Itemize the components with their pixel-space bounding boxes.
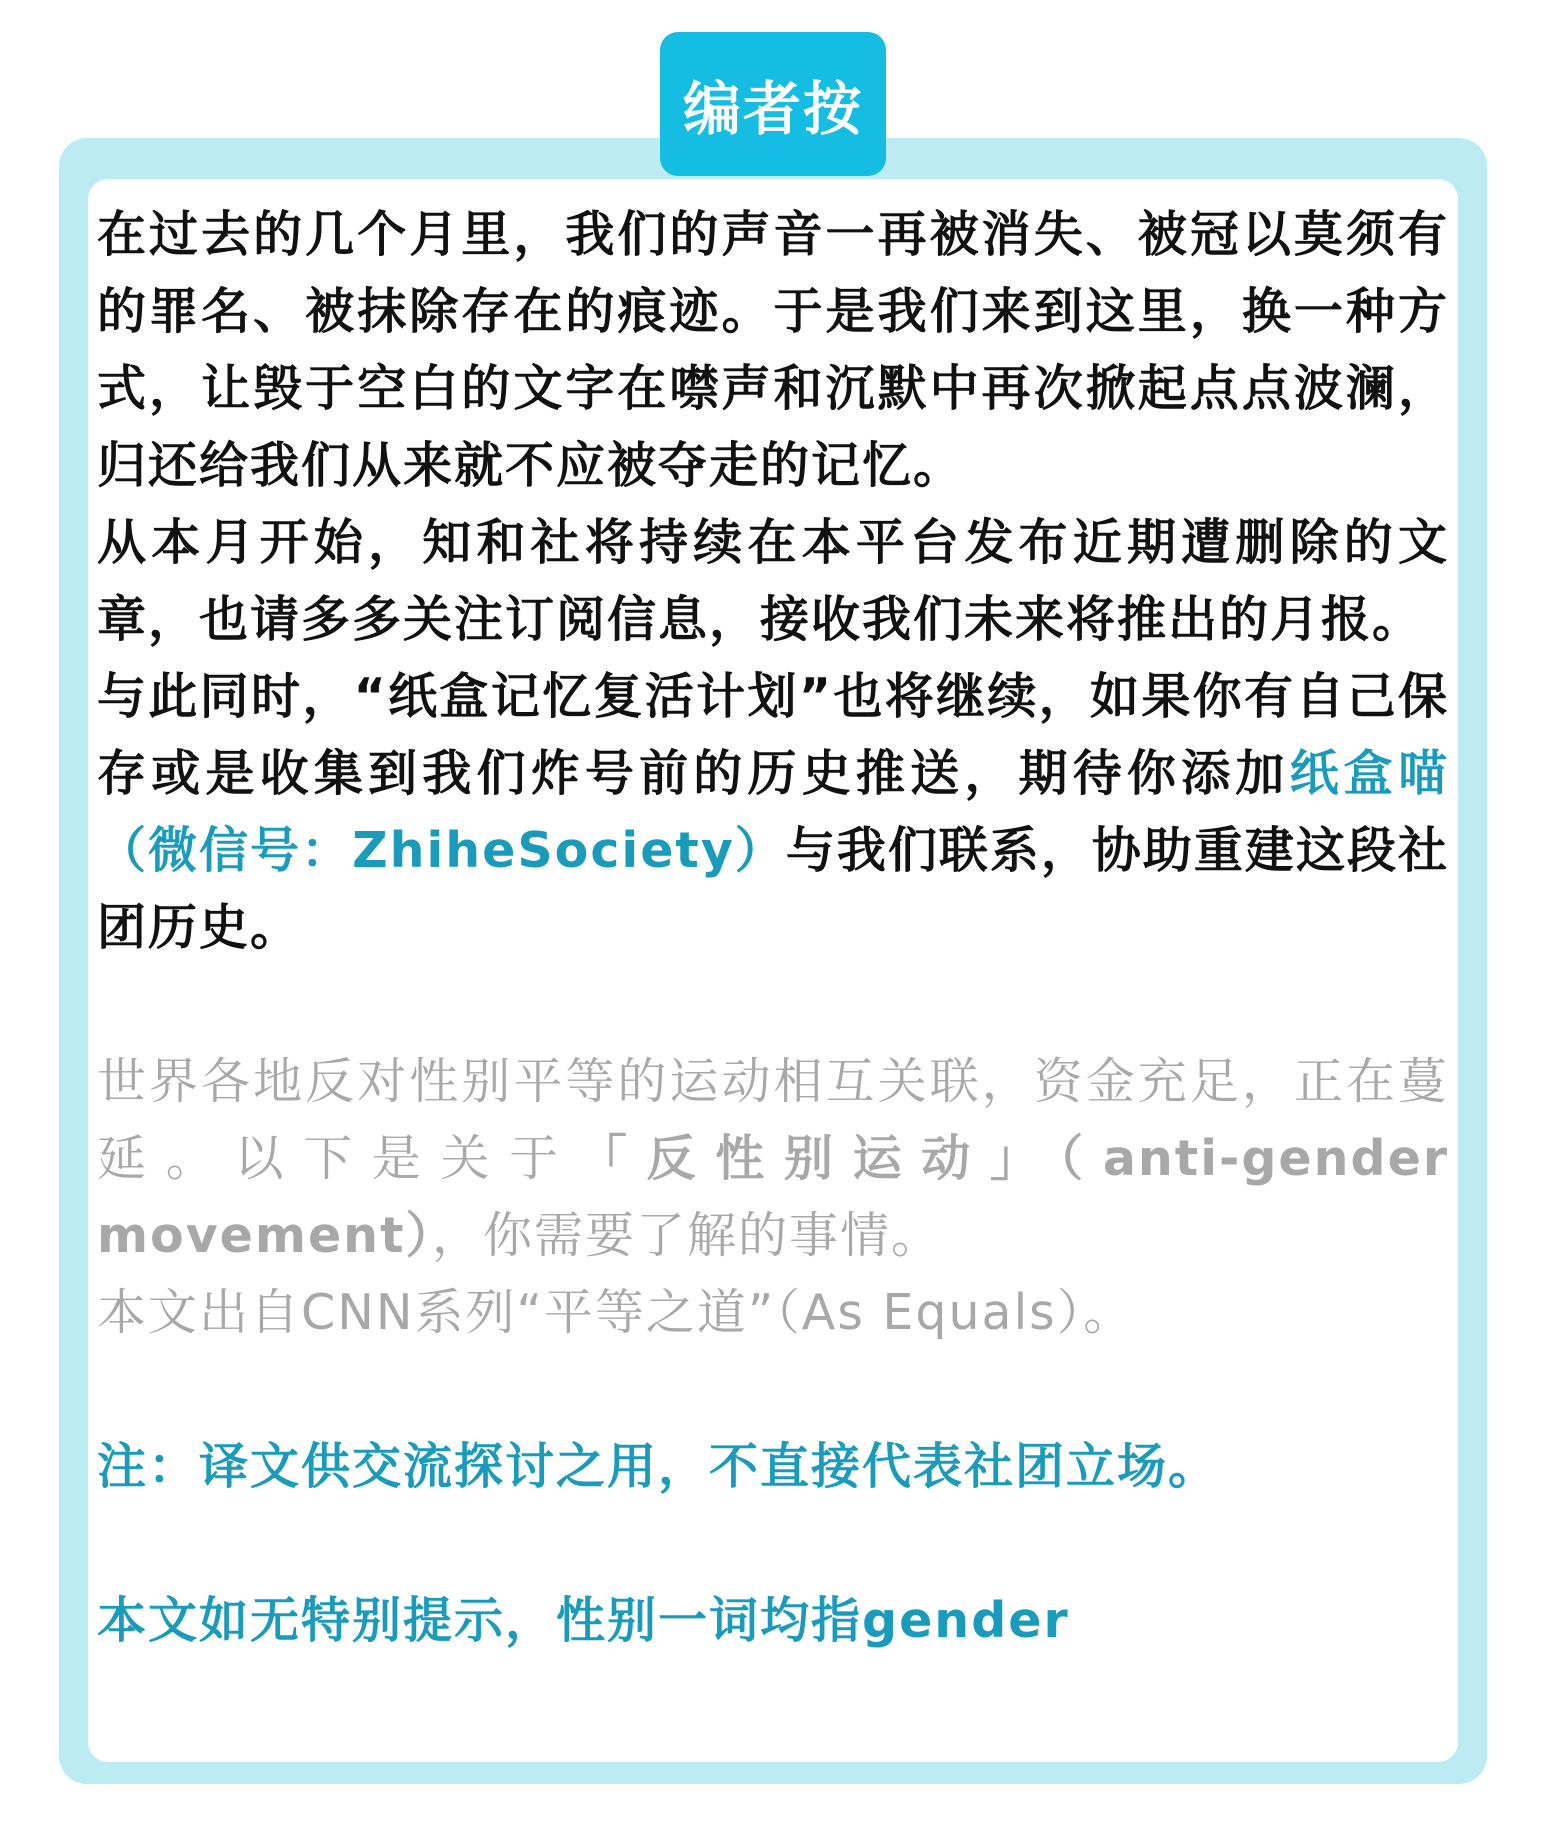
summary-tail: ，你需要了解的事情。 bbox=[432, 1207, 943, 1264]
editor-note-title: 编者按 bbox=[682, 75, 863, 143]
content-area bbox=[97, 196, 1449, 1659]
intro-paragraph-3 bbox=[97, 658, 1449, 966]
summary-line-1 bbox=[97, 1043, 1449, 1274]
article-summary bbox=[97, 1043, 1449, 1351]
translation-disclaimer: 注：译文供交流探讨之用，不直接代表社团立场。 bbox=[97, 1438, 1220, 1495]
intro-paragraph-2: 从本月开始，知和社将持续在本平台发布近期遭删除的文章，也请多多关注订阅信息，接收我们未来将推出的月报。 bbox=[97, 514, 1449, 648]
summary-lead: 世界各地反对性别平等的运动相互关联，资金充足，正在蔓延。以下是关于 bbox=[97, 1053, 1449, 1187]
wechat-contact-link[interactable]: 纸盒喵（微信号：ZhiheSociety） bbox=[97, 745, 1449, 879]
summary-topic-bold: 「反性别运动」（anti-gender movement） bbox=[97, 1130, 1449, 1264]
intro-paragraph-3-tail: 与我们联系，协助重建这段社团历史。 bbox=[97, 822, 1449, 956]
editor-note-title-tab bbox=[660, 32, 886, 176]
gender-term-note: 本文如无特别提示，性别一词均指gender bbox=[97, 1592, 1070, 1649]
summary-source-line: 本文出自CNN系列“平等之道”（As Equals）。 bbox=[97, 1284, 1135, 1341]
intro-paragraph-1: 在过去的几个月里，我们的声音一再被消失、被冠以莫须有的罪名、被抹除存在的痕迹。于是我们来到这里，换一种方式，让毁于空白的文字在噤声和沉默中再次掀起点点波澜，归还给我们从来就不应被夺走的记忆。 bbox=[97, 206, 1449, 494]
intro-paragraph-3-lead: 与此同时，“纸盒记忆复活计划”也将继续，如果你有自己保存或是收集到我们炸号前的历史推送，期待你添加 bbox=[97, 668, 1449, 802]
